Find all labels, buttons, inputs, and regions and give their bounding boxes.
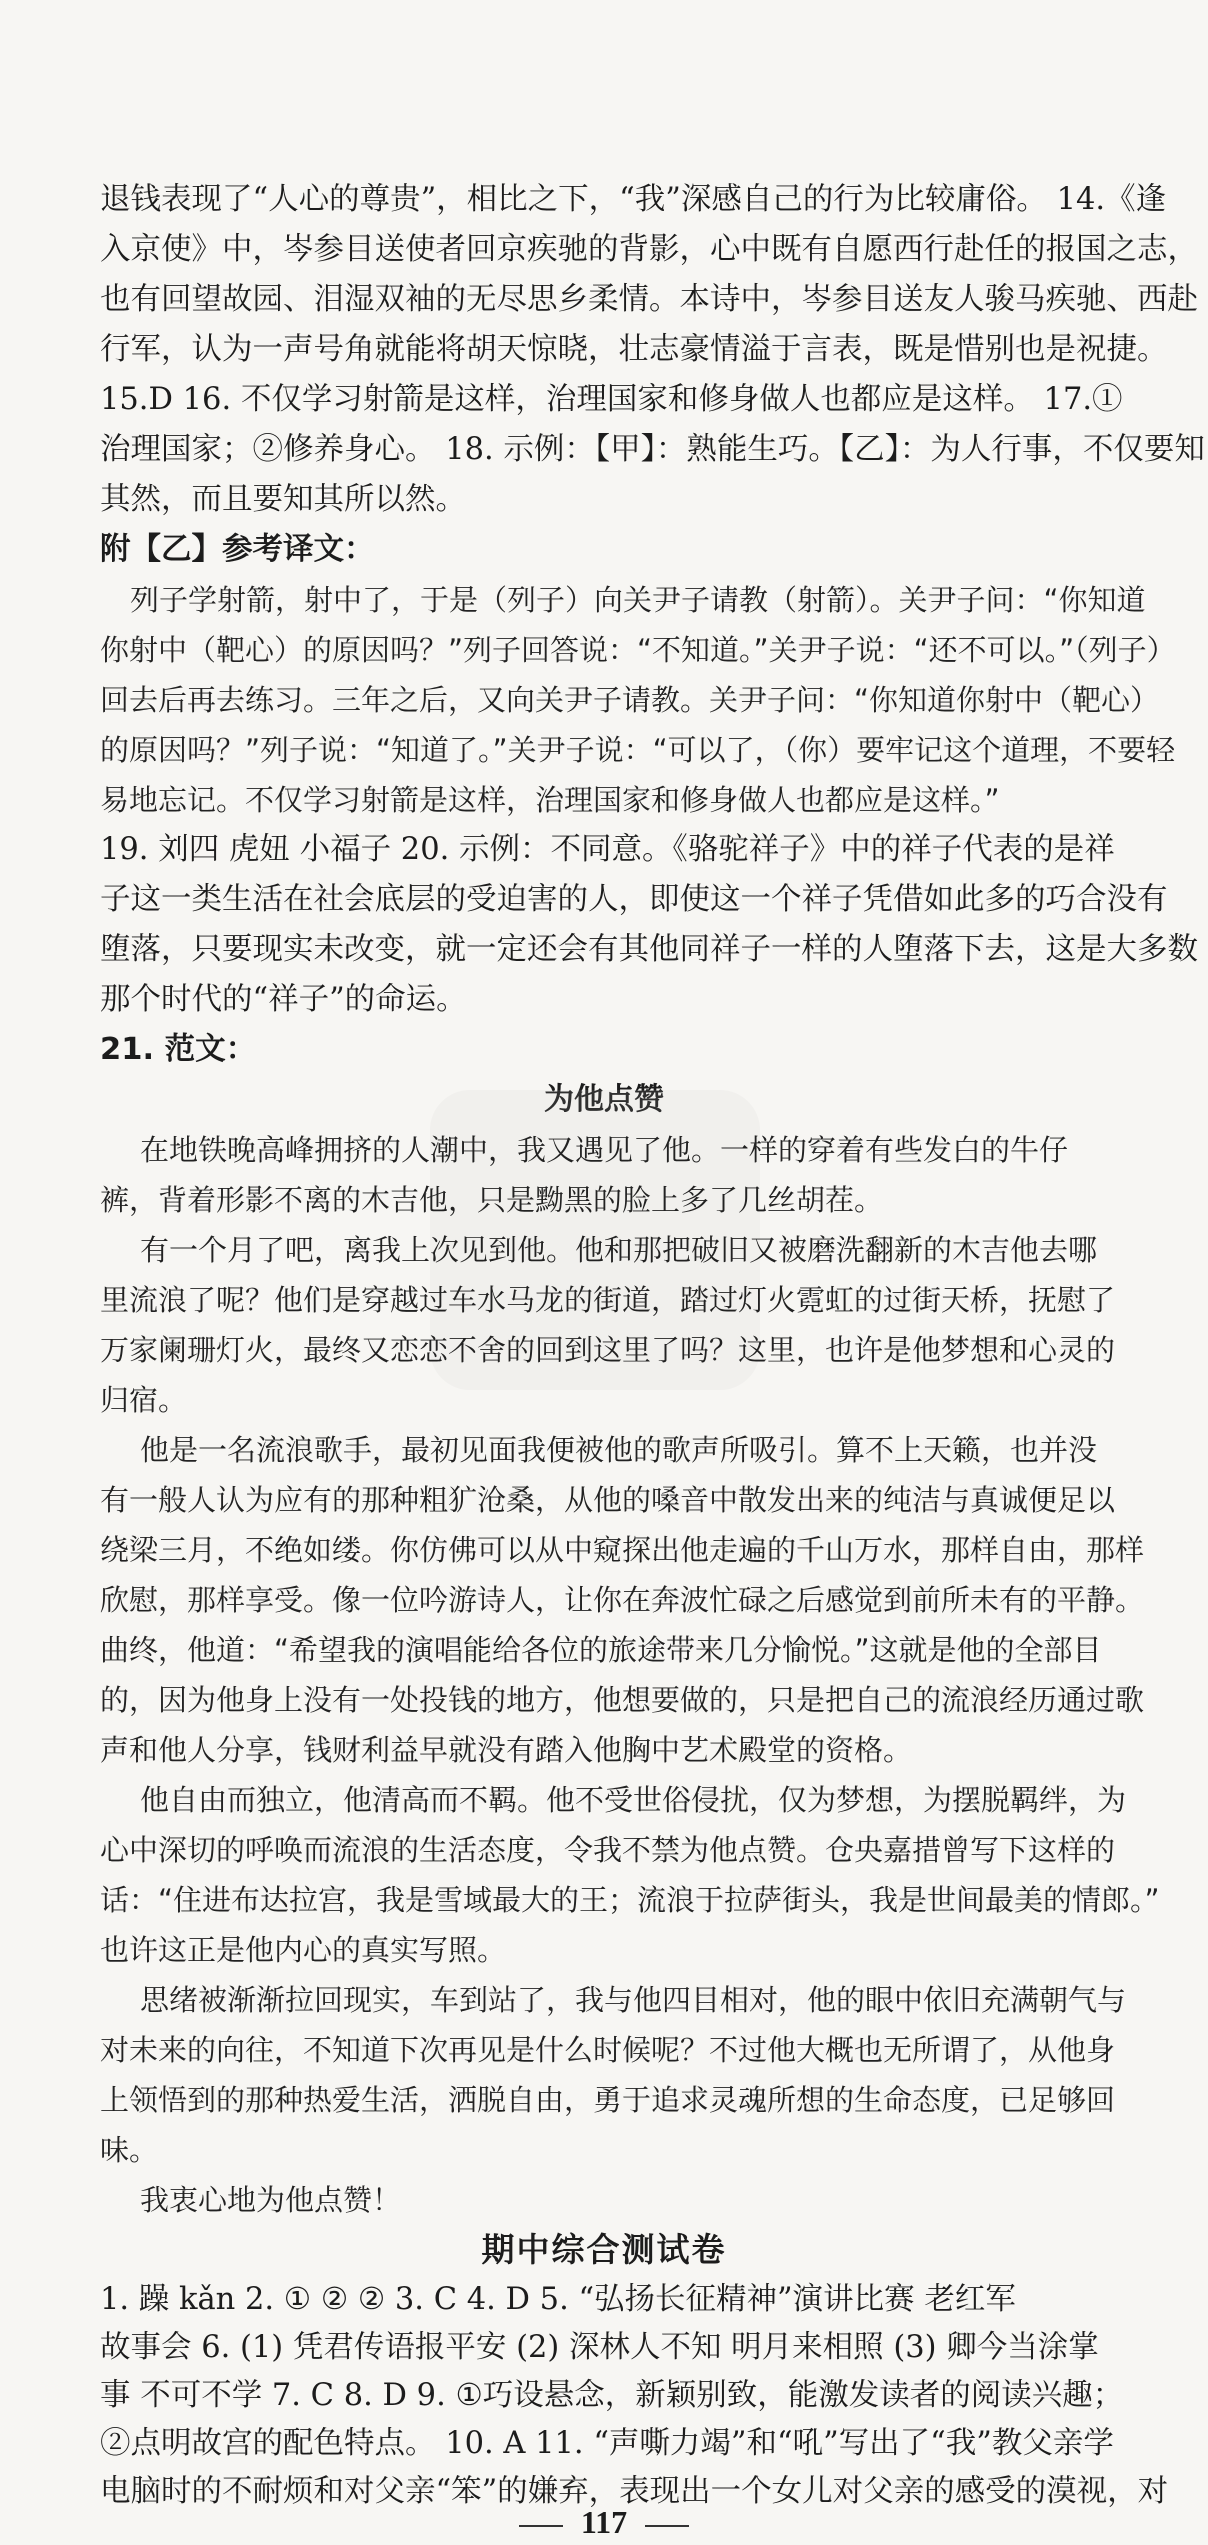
- answer-line: 那个时代的“祥子”的命运。: [100, 982, 467, 1017]
- answer-line: ②点明故宫的配色特点。 10. A 11. “声嘶力竭”和“吼”写出了“我”教父亲学: [100, 2426, 1114, 2461]
- answer-line: 入京使》中，岑参目送使者回京疾驰的背影，心中既有自愿西行赴任的报国之志，: [100, 232, 1198, 267]
- essay-line: 裤，背着形影不离的木吉他，只是黝黑的脸上多了几丝胡茬。: [100, 1183, 884, 1217]
- essay-line: 绕梁三月，不绝如缕。你仿佛可以从中窥探出他走遍的千山万水，那样自由，那样: [100, 1533, 1145, 1567]
- translation-line: 你射中（靶心）的原因吗？”列子回答说：“不知道。”关尹子说：“还不可以。”（列子）: [100, 633, 1176, 667]
- page-number-text: 117: [580, 2504, 628, 2540]
- answer-line: 事 不可不学 7. C 8. D 9. ①巧设悬念，新颖别致，能激发读者的阅读兴趣；: [100, 2378, 1124, 2413]
- essay-line: 欣慰，那样享受。像一位吟游诗人，让你在奔波忙碌之后感觉到前所未有的平静。: [100, 1583, 1145, 1617]
- essay-line: 他是一名流浪歌手，最初见面我便被他的歌声所吸引。算不上天籁，也并没: [140, 1433, 1098, 1467]
- essay-line: 有一个月了吧，离我上次见到他。他和那把破旧又被磨洗翻新的木吉他去哪: [140, 1233, 1098, 1267]
- essay-line: 对未来的向往，不知道下次再见是什么时候呢？不过他大概也无所谓了，从他身: [100, 2033, 1116, 2067]
- essay-line: 的，因为他身上没有一处投钱的地方，他想要做的，只是把自己的流浪经历通过歌: [100, 1683, 1145, 1717]
- translation-heading: 附【乙】参考译文：: [100, 532, 375, 567]
- essay-line: 心中深切的呼唤而流浪的生活态度，令我不禁为他点赞。仓央嘉措曾写下这样的: [100, 1833, 1116, 1867]
- translation-line: 的原因吗？”列子说：“知道了。”关尹子说：“可以了，（你）要牢记这个道理，不要轻: [100, 733, 1176, 767]
- answer-line: 堕落，只要现实未改变，就一定还会有其他同祥子一样的人堕落下去，这是大多数: [100, 932, 1198, 967]
- answer-line: 19. 刘四 虎妞 小福子 20. 示例：不同意。《骆驼祥子》中的祥子代表的是祥: [100, 832, 1115, 867]
- answer-line: 故事会 6. (1) 凭君传语报平安 (2) 深林人不知 明月来相照 (3) 卿今当涂掌: [100, 2330, 1099, 2365]
- translation-line: 列子学射箭，射中了，于是（列子）向关尹子请教（射箭）。关尹子问：“你知道: [130, 583, 1146, 617]
- answer-line: 子这一类生活在社会底层的受迫害的人，即使这一个祥子凭借如此多的巧合没有: [100, 882, 1168, 917]
- translation-line: 易地忘记。不仅学习射箭是这样，治理国家和修身做人也都应是这样。”: [100, 783, 1000, 817]
- essay-line: 曲终，他道：“希望我的演唱能给各位的旅途带来几分愉悦。”这就是他的全部目: [100, 1633, 1102, 1667]
- answer-line: 1. 躁 kǎn 2. ① ② ② 3. C 4. D 5. “弘扬长征精神”演讲比赛 老红军: [100, 2282, 1016, 2317]
- essay-line: 上领悟到的那种热爱生活，洒脱自由，勇于追求灵魂所想的生命态度，已足够回: [100, 2083, 1116, 2117]
- right-dash: [645, 2525, 689, 2527]
- answer-line: 治理国家；②修养身心。 18. 示例：【甲】：熟能生巧。【乙】：为人行事，不仅要知: [100, 432, 1205, 467]
- page-number: [0, 2500, 1208, 2544]
- translation-line: 回去后再去练习。三年之后，又向关尹子请教。关尹子问：“你知道你射中（靶心）: [100, 683, 1160, 717]
- essay-line: 归宿。: [100, 1383, 188, 1417]
- essay-line: 思绪被渐渐拉回现实，车到站了，我与他四目相对，他的眼中依旧充满朝气与: [140, 1983, 1127, 2017]
- essay-line: 里流浪了呢？他们是穿越过车水马龙的街道，踏过灯火霓虹的过街天桥，抚慰了: [100, 1283, 1116, 1317]
- essay-label: 21. 范文：: [100, 1032, 257, 1067]
- essay-line: 我衷心地为他点赞！: [140, 2183, 402, 2217]
- essay-line: 在地铁晚高峰拥挤的人潮中，我又遇见了他。一样的穿着有些发白的牛仔: [140, 1133, 1069, 1167]
- answer-line: 电脑时的不耐烦和对父亲“笨”的嫌弃，表现出一个女儿对父亲的感受的漠视，对: [100, 2474, 1169, 2509]
- answer-line: 行军，认为一声号角就能将胡天惊晓，壮志豪情溢于言表，既是惜别也是祝捷。: [100, 332, 1168, 367]
- essay-line: 有一般人认为应有的那种粗犷沧桑，从他的嗓音中散发出来的纯洁与真诚便足以: [100, 1483, 1116, 1517]
- answer-line: 退钱表现了“人心的尊贵”，相比之下，“我”深感自己的行为比较庸俗。 14.《逢: [100, 182, 1167, 217]
- essay-line: 声和他人分享，钱财利益早就没有踏入他胸中艺术殿堂的资格。: [100, 1733, 913, 1767]
- essay-title: 为他点赞: [544, 1082, 664, 1117]
- essay-line: 味。: [100, 2133, 159, 2167]
- answer-line: 也有回望故园、泪湿双袖的无尽思乡柔情。本诗中，岑参目送友人骏马疾驰、西赴: [100, 282, 1198, 317]
- essay-line: 他自由而独立，他清高而不羁。他不受世俗侵扰，仅为梦想，为摆脱羁绊，为: [140, 1783, 1127, 1817]
- answer-line: 15.D 16. 不仅学习射箭是这样，治理国家和修身做人也都应是这样。 17.①: [100, 382, 1123, 417]
- essay-line: 万家阑珊灯火，最终又恋恋不舍的回到这里了吗？这里，也许是他梦想和心灵的: [100, 1333, 1116, 1367]
- essay-line: 话：“住进布达拉宫，我是雪域最大的王；流浪于拉萨街头，我是世间最美的情郎。”: [100, 1883, 1160, 1917]
- left-dash: [519, 2525, 563, 2527]
- section-title: 期中综合测试卷: [481, 2230, 727, 2269]
- answer-line: 其然，而且要知其所以然。: [100, 482, 466, 517]
- essay-line: 也许这正是他内心的真实写照。: [100, 1933, 507, 1967]
